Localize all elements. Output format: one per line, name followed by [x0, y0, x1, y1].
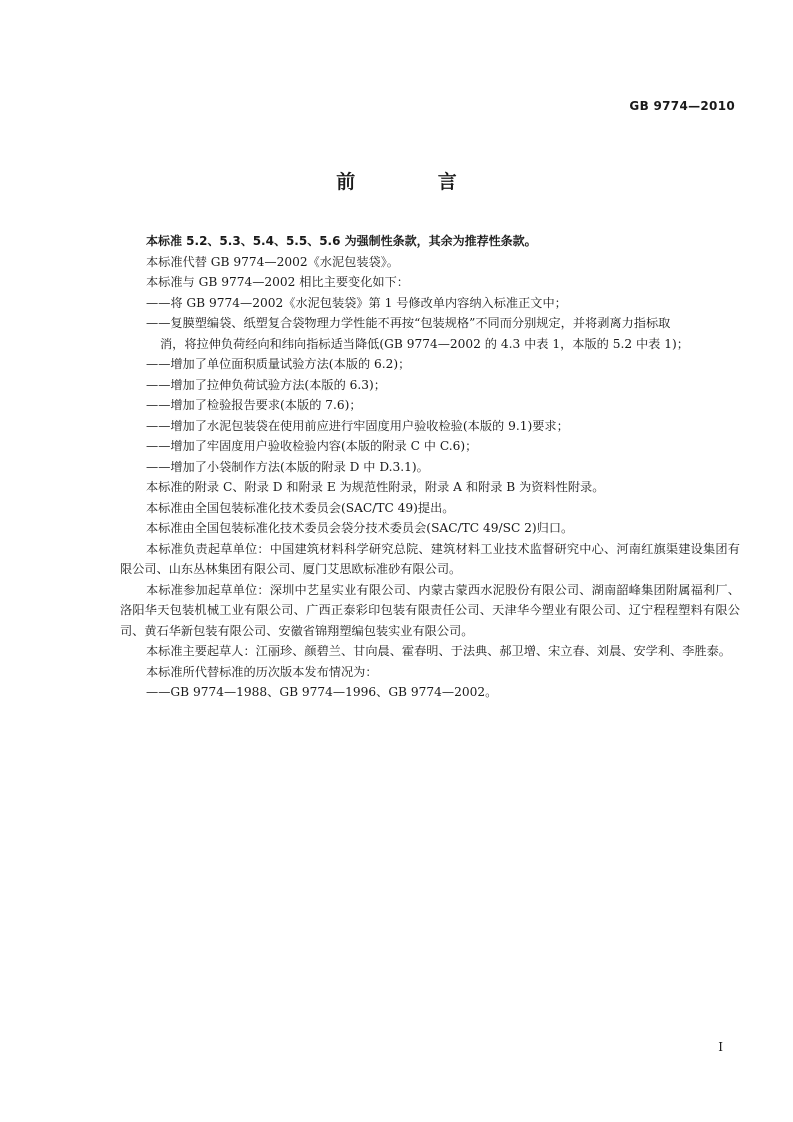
change-item-report: ——增加了检验报告要求(本版的 7.6)；	[146, 398, 362, 412]
paragraph-replaces: 本标准代替 GB 9774—2002《水泥包装袋》。	[146, 254, 399, 269]
paragraph-changes-intro: 本标准与 GB 9774—2002 相比主要变化如下：	[146, 275, 409, 289]
paragraph-drafting-units: 本标准负责起草单位：中国建筑材料科学研究总院、建筑材料工业技术监督研究中心、河南红旗渠建设集团有限公司、山东丛林集团有限公司、厦门艾思欧标准砂有限公司。	[120, 541, 740, 576]
change-item-mass-test: ——增加了单位面积质量试验方法(本版的 6.2)；	[146, 357, 411, 371]
paragraph-participating-units: 本标准参加起草单位：深圳中艺星实业有限公司、内蒙古蒙西水泥股份有限公司、湖南韶峰集团附属福利厂、洛阳华天包装机械工业有限公司、广西正泰彩印包装有限责任公司、天津华今塑业有限公司、辽宁程程塑料有限公司、黄石华新包装有限公司、安徽省锦翔塑编包装实业有限公司。	[120, 582, 740, 638]
paragraph-mandatory-clauses: 本标准 5.2、5.3、5.4、5.5、5.6 为强制性条款，其余为推荐性条款。	[146, 234, 537, 248]
change-item-tensile-test: ——增加了拉伸负荷试验方法(本版的 6.3)；	[146, 377, 386, 392]
paragraph-history-intro: 本标准所代替标准的历次版本发布情况为：	[146, 664, 378, 679]
page-number: I	[718, 1040, 723, 1054]
change-item-amendment: ——将 GB 9774—2002《水泥包装袋》第 1 号修改单内容纳入标准正文中；	[146, 295, 567, 310]
change-item-acceptance: ——增加了水泥包装袋在使用前应进行牢固度用户验收检验(本版的 9.1)要求；	[146, 418, 569, 433]
change-item-acceptance-content: ——增加了牢固度用户验收检验内容(本版的附录 C 中 C.6)；	[146, 439, 478, 453]
paragraph-drafters: 本标准主要起草人：江丽珍、颜碧兰、甘向晨、霍春明、于法典、郝卫增、宋立春、刘晨、安学利、李胜泰。	[146, 644, 731, 658]
change-item-physical-properties: ——复膜塑编袋、纸塑复合袋物理力学性能不再按“包装规格”不同而分别规定，并将剥离力指标取	[146, 316, 671, 330]
foreword-body	[120, 231, 740, 703]
paragraph-annexes: 本标准的附录 C、附录 D 和附录 E 为规范性附录，附录 A 和附录 B 为资料性附录。	[146, 480, 605, 494]
history-item: ——GB 9774—1988、GB 9774—1996、GB 9774—2002。	[146, 685, 498, 699]
standard-number: GB 9774—2010	[629, 99, 735, 113]
change-item-physical-properties-cont: 消，将拉伸负荷经向和纬向指标适当降低(GB 9774—2002 的 4.3 中表 1，本版的 5.2 中表 1)；	[160, 336, 689, 351]
change-item-small-bag: ——增加了小袋制作方法(本版的附录 D 中 D.3.1)。	[146, 459, 429, 474]
paragraph-under-jurisdiction: 本标准由全国包装标准化技术委员会袋分技术委员会(SAC/TC 49/SC 2)归口。	[146, 521, 574, 535]
paragraph-proposed-by: 本标准由全国包装标准化技术委员会(SAC/TC 49)提出。	[146, 500, 455, 515]
page-title: 前 言	[336, 171, 495, 193]
